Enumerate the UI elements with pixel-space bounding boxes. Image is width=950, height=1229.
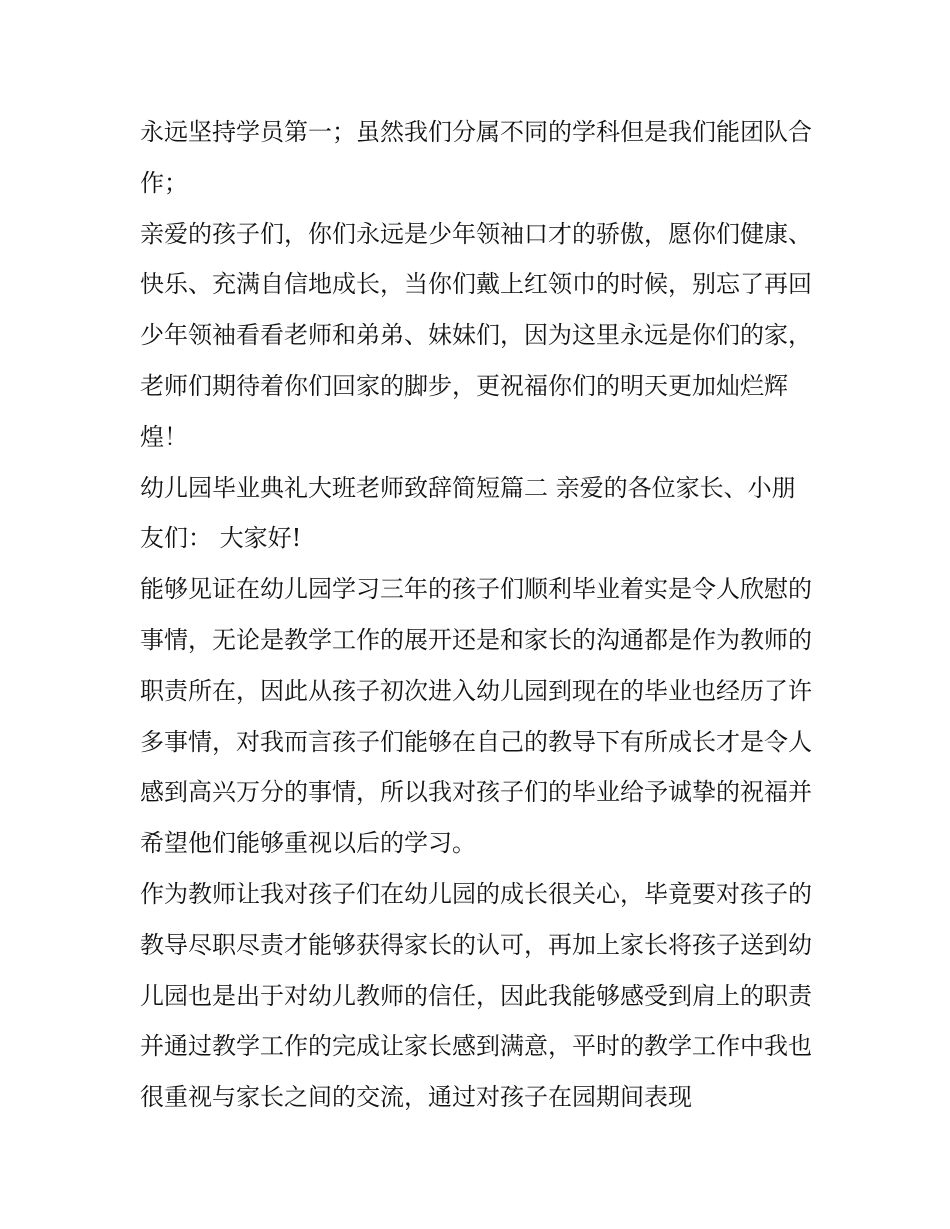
paragraph: 永远坚持学员第一；虽然我们分属不同的学科但是我们能团队合作；: [140, 118, 812, 197]
paragraph: 幼儿园毕业典礼大班老师致辞简短篇二 亲爱的各位家长、小朋友们： 大家好!: [140, 473, 796, 553]
document-body: [140, 107, 812, 1123]
paragraph: 作为教师让我对孩子们在幼儿园的成长很关心，毕竟要对孩子的教导尽职尽责才能够获得家长的认可，再加上家长将孩子送到幼儿园也是出于对幼儿教师的信任，因此我能够感受到肩上的职责并通过教学工作的完成让家长感到满意，平时的教学工作中我也很重视与家长之间的交流，通过对孩子在园期间表现: [140, 879, 812, 1112]
paragraph: 能够见证在幼儿园学习三年的孩子们顺利毕业着实是令人欣慰的事情，无论是教学工作的展开还是和家长的沟通都是作为教师的职责所在，因此从孩子初次进入幼儿园到现在的毕业也经历了许多事情，对我而言孩子们能够在自己的教导下有所成长才是令人感到高兴万分的事情，所以我对孩子们的毕业给予诚挚的祝福并希望他们能够重视以后的学习。: [140, 575, 812, 858]
paragraph: 亲爱的孩子们，你们永远是少年领袖口才的骄傲，愿你们健康、快乐、充满自信地成长，当你们戴上红领巾的时候，别忘了再回少年领袖看看老师和弟弟、妹妹们，因为这里永远是你们的家，老师们期待着你们回家的脚步，更祝福你们的明天更加灿烂辉煌！: [140, 219, 812, 451]
